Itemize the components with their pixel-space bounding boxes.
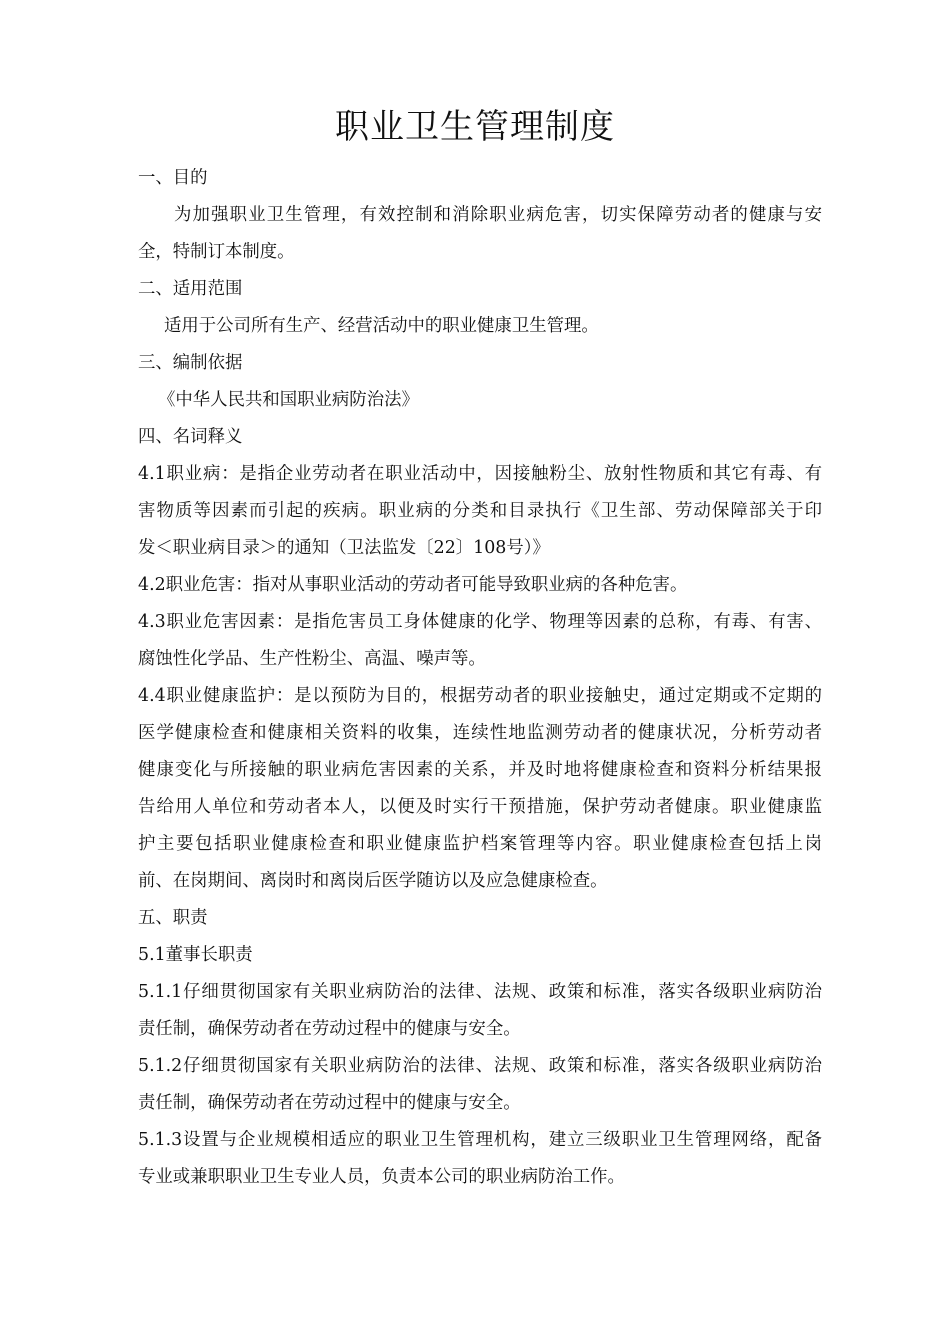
document-title: 职业卫生管理制度 [335, 107, 615, 147]
section-heading-purpose: 一、目的 [138, 168, 208, 188]
paragraph-line: 4.2职业危害：指对从事职业活动的劳动者可能导致职业病的各种危害。 [138, 575, 688, 595]
paragraph-line: 责任制，确保劳动者在劳动过程中的健康与安全。 [138, 1019, 521, 1039]
paragraph-line: 全，特制订本制度。 [138, 242, 295, 262]
section-heading-basis: 三、编制依据 [138, 353, 243, 373]
paragraph-line: 前、在岗期间、离岗时和离岗后医学随访以及应急健康检查。 [138, 871, 608, 891]
paragraph-line: 护主要包括职业健康检查和职业健康监护档案管理等内容。职业健康检查包括上岗 [138, 834, 822, 854]
subsection-heading: 5.1董事长职责 [138, 945, 253, 965]
paragraph-line: 医学健康检查和健康相关资料的收集，连续性地监测劳动者的健康状况，分析劳动者 [138, 723, 822, 743]
paragraph-line: 责任制，确保劳动者在劳动过程中的健康与安全。 [138, 1093, 521, 1113]
paragraph-line: 适用于公司所有生产、经营活动中的职业健康卫生管理。 [164, 316, 599, 336]
paragraph-line: 4.1职业病：是指企业劳动者在职业活动中，因接触粉尘、放射性物质和其它有毒、有 [138, 464, 822, 484]
paragraph-line: 4.4职业健康监护：是以预防为目的，根据劳动者的职业接触史，通过定期或不定期的 [138, 686, 822, 706]
paragraph-line: 5.1.1仔细贯彻国家有关职业病防治的法律、法规、政策和标准，落实各级职业病防治 [138, 982, 822, 1002]
paragraph-line: 5.1.2仔细贯彻国家有关职业病防治的法律、法规、政策和标准，落实各级职业病防治 [138, 1056, 822, 1076]
paragraph-line: 发＜职业病目录＞的通知（卫法监发〔22〕108号）》 [138, 538, 550, 558]
paragraph-line: 腐蚀性化学品、生产性粉尘、高温、噪声等。 [138, 649, 486, 669]
section-heading-definitions: 四、名词释义 [138, 427, 243, 447]
section-heading-scope: 二、适用范围 [138, 279, 243, 299]
paragraph-line: 健康变化与所接触的职业病危害因素的关系，并及时地将健康检查和资料分析结果报 [138, 760, 822, 780]
paragraph-line: 害物质等因素而引起的疾病。职业病的分类和目录执行《卫生部、劳动保障部关于印 [138, 501, 822, 521]
paragraph-line: 5.1.3设置与企业规模相适应的职业卫生管理机构，建立三级职业卫生管理网络，配备 [138, 1130, 822, 1150]
paragraph-line: 4.3职业危害因素：是指危害员工身体健康的化学、物理等因素的总称，有毒、有害、 [138, 612, 822, 632]
section-heading-responsibilities: 五、职责 [138, 908, 208, 928]
paragraph-line: 《中华人民共和国职业病防治法》 [158, 390, 419, 410]
document-body [138, 160, 822, 1196]
paragraph-line: 为加强职业卫生管理，有效控制和消除职业病危害，切实保障劳动者的健康与安 [174, 205, 822, 225]
paragraph-line: 专业或兼职职业卫生专业人员，负责本公司的职业病防治工作。 [138, 1167, 625, 1187]
paragraph-line: 告给用人单位和劳动者本人，以便及时实行干预措施，保护劳动者健康。职业健康监 [138, 797, 822, 817]
